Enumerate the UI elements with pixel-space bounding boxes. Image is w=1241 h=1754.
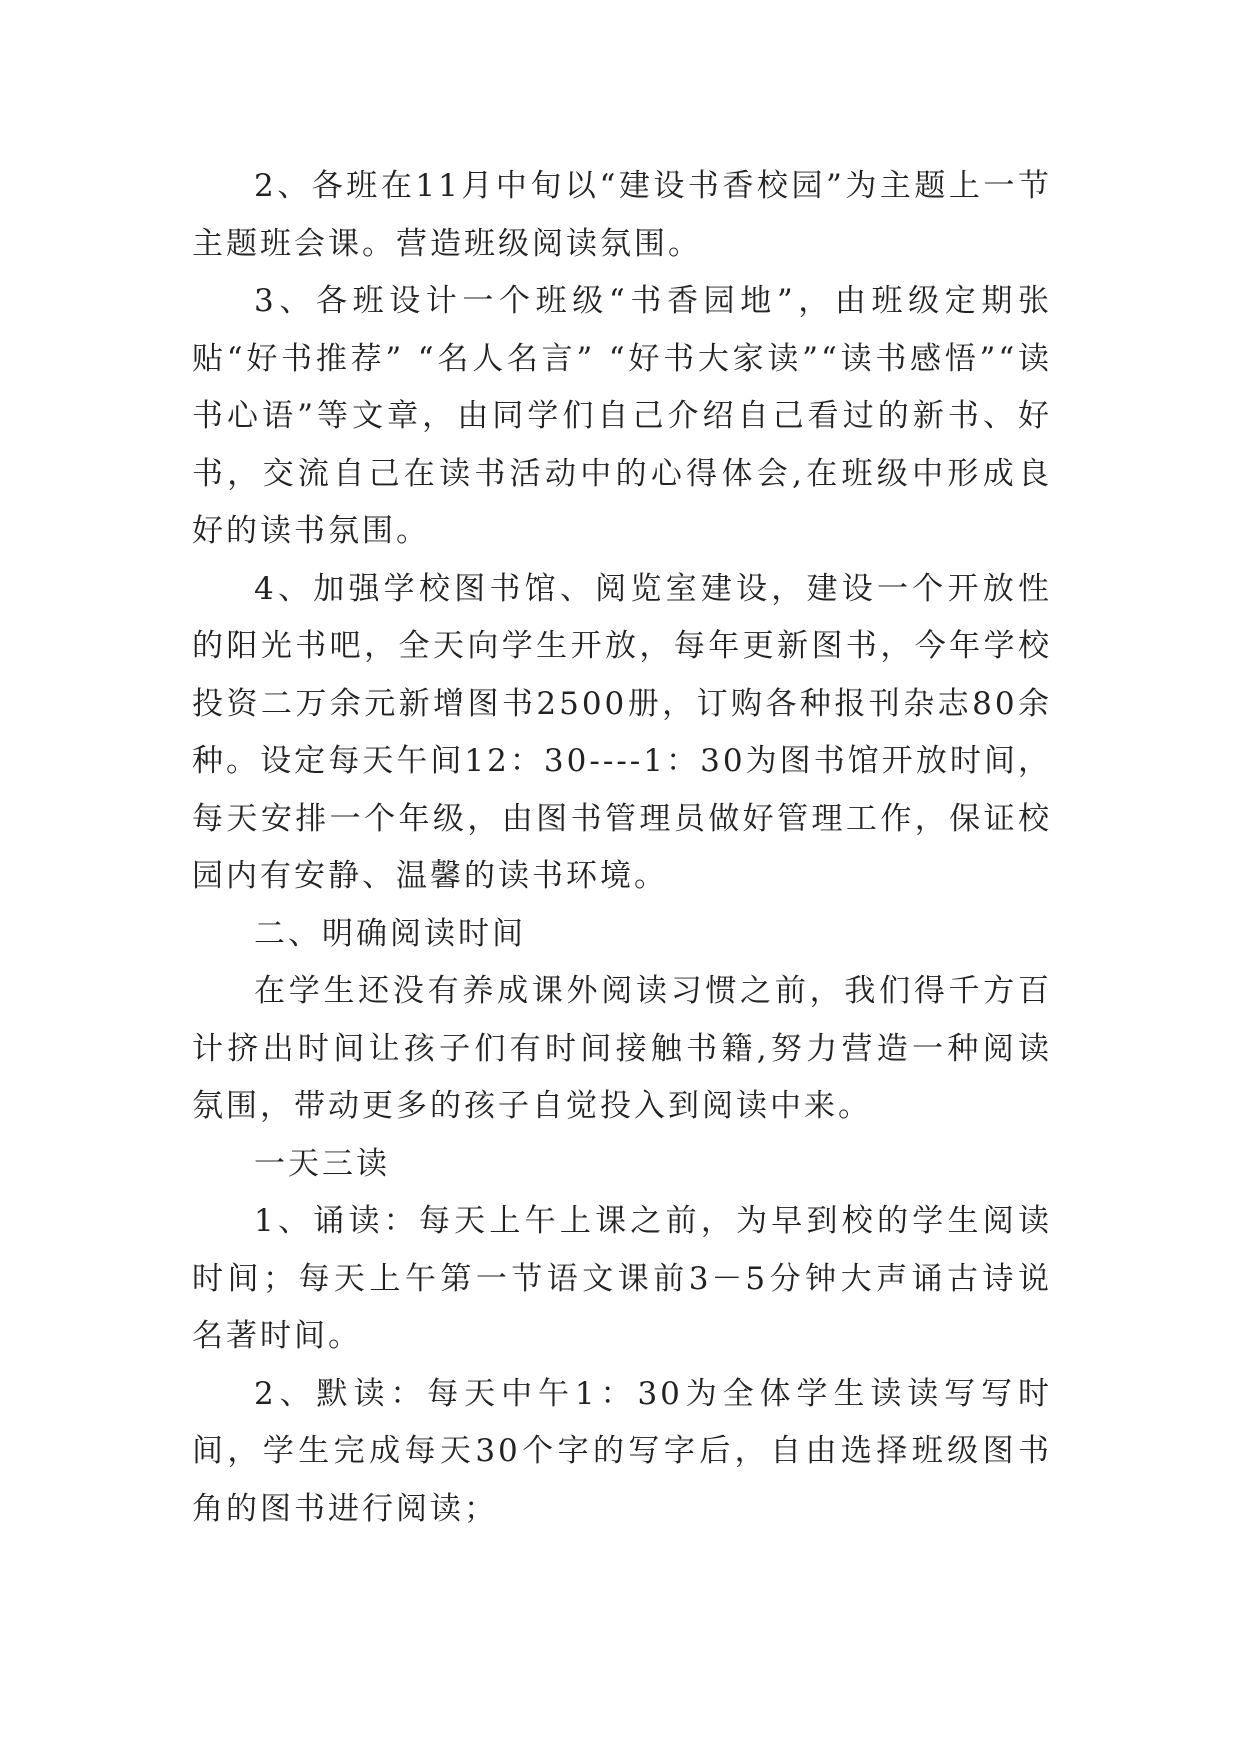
paragraph-reading-habit: 在学生还没有养成课外阅读习惯之前，我们得千方百计挤出时间让孩子们有时间接触书籍,努力营造一种阅读氛围，带动更多的孩子自觉投入到阅读中来。 xyxy=(192,973,1052,1124)
paragraph-book-garden: 3、各班设计一个班级“书香园地”，由班级定期张贴“好书推荐” “名人名言” “好书大家读”“读书感悟”“读书心语”等文章，由同学们自己介绍自己看过的新书、好书，交流自己在读书活动中的心得体会,在班级中形成良好的读书氛围。 xyxy=(192,283,1052,549)
paragraph-recitation: 1、诵读：每天上午上课之前，为早到校的学生阅读时间；每天上午第一节语文课前3－5分钟大声诵古诗说名著时间。 xyxy=(192,1203,1052,1354)
section-heading-reading-time: 二、明确阅读时间 xyxy=(254,915,526,952)
paragraph-library: 4、加强学校图书馆、阅览室建设，建设一个开放性的阳光书吧，全天向学生开放，每年更新图书，今年学校投资二万余元新增图书2500册，订购各种报刊杂志80余种。设定每天午间12：30----1：30为图书馆开放时间，每天安排一个年级，由图书管理员做好管理工作，保证校园内有安静、温馨的读书环境。 xyxy=(192,570,1052,894)
paragraph-class-meeting: 2、各班在11月中旬以“建设书香校园”为主题上一节主题班会课。营造班级阅读氛围。 xyxy=(192,168,1052,262)
document-body xyxy=(192,158,1052,1538)
subheading-three-readings: 一天三读 xyxy=(254,1145,390,1182)
paragraph-silent-reading: 2、默读：每天中午1：30为全体学生读读写写时间，学生完成每天30个字的写字后，自由选择班级图书角的图书进行阅读； xyxy=(192,1375,1052,1527)
